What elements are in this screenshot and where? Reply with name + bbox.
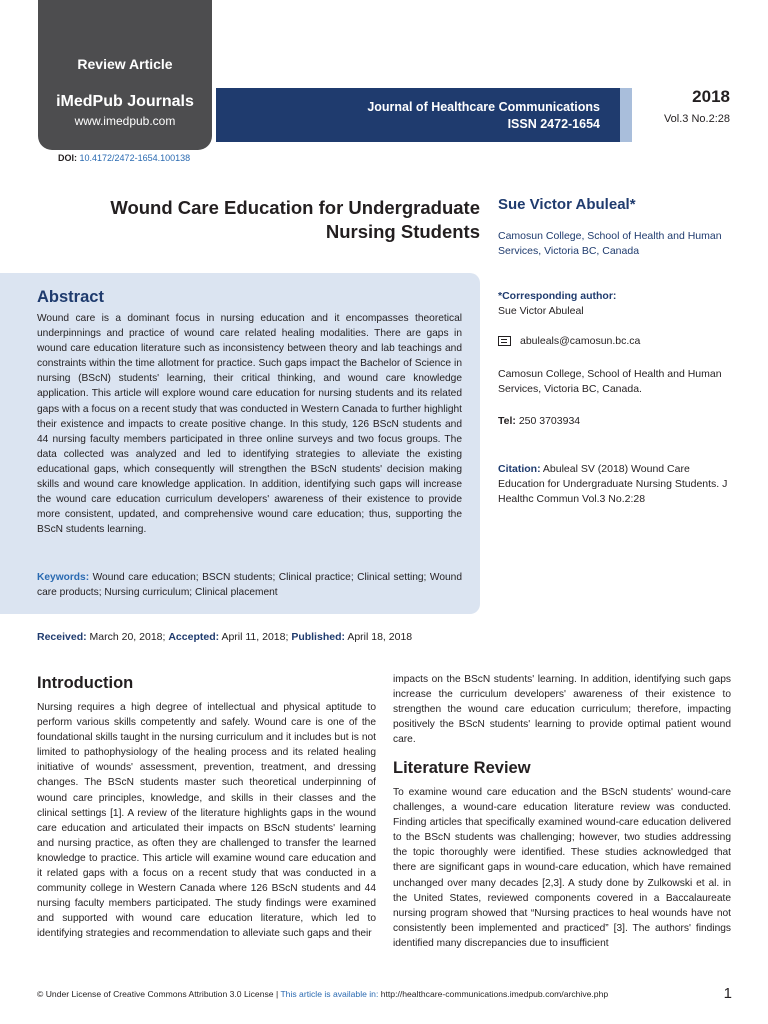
- accepted-date: April 11, 2018;: [221, 631, 289, 643]
- author-affiliation: Camosun College, School of Health and Human Services, Victoria BC, Canada: [498, 230, 722, 257]
- journal-name: Journal of Healthcare Communications: [367, 100, 600, 114]
- introduction-body: Nursing requires a high degree of intellectual and physical aptitude to perform various skills competently and safely. Wound care is one of the foundational skills taught in the nursing curriculum and it includes but is not limited to pathophysiology of the healing process and its related healing initiative of wounds' assessment, prevention, treatment, and dressing changes. The BScN students master such theoretical underpinning of wound care principles, knowledge, and skills in their classes and the clinical settings [1]. A review of the literature highlights gaps in the wound care education and articulated their impacts on BScN students' learning and nursing practice, as often they are challenged to transfer the learned knowledge to practice. This article will examine wound care education and it related gaps with a focus on a recent study that was conducted in a community college in Western Canada where 126 BScN students and 44 nursing faculty members participated. The study findings were examined and supported with wound care education literature, which led to identifying strategies and recommendation to alleviate such gaps and their: [37, 702, 376, 940]
- title-line-1: Wound Care Education for Undergraduate: [110, 197, 480, 218]
- title-line-2: Nursing Students: [325, 221, 480, 242]
- citation-label: Citation:: [498, 463, 541, 475]
- footer-license: [37, 989, 608, 999]
- page-number: 1: [723, 985, 732, 1002]
- publisher-badge: [38, 0, 212, 150]
- received-label: Received:: [37, 631, 87, 643]
- corresponding-author-label: *Corresponding author:: [498, 290, 617, 302]
- keywords: [37, 570, 462, 600]
- publisher-name: iMedPub Journals: [56, 93, 194, 110]
- publication-year: 2018: [692, 87, 730, 106]
- doi-line: [58, 153, 190, 163]
- doi-link[interactable]: 10.4172/2472-1654.100138: [79, 153, 191, 163]
- author-name: Sue Victor Abuleal*: [498, 196, 636, 213]
- keywords-list: Wound care education; BSCN students; Clinical practice; Clinical setting; Wound care products; Nursing curriculum; Clinical placement: [37, 572, 462, 599]
- license-text: © Under License of Creative Commons Attribution 3.0 License |: [37, 989, 279, 999]
- archive-url[interactable]: http://healthcare-communications.imedpub.com/archive.php: [380, 989, 609, 999]
- doi-label: DOI:: [58, 153, 77, 163]
- abstract-body: Wound care is a dominant focus in nursing education and it encompasses theoretical underpinnings and practice of wound care related healing modalities. There are gaps in wound care education literature such as inconsistency between theory and lab teachings and constraints within the time allotment for practice. Such gaps impact the Bachelor of Science in nursing (BScN) students' learning, their critical thinking, and wound care knowledge application. This article will explore wound care education for nursing students and its related gaps with a focus on a recent study that was conducted in Western Canada to further highlight their existence and impacts to create positive change. In this study, 126 BScN students and 44 nursing faculty members participated in three online surveys and two focus groups. The data collected was analyzed and led to identifying strategies to alleviate the existing educational gaps, which consequently will strengthen the BScN students' decision making skills and wound care knowledge application. In addition, identifying such gaps will increase the wound care education curriculum developers' awareness of their existence to provide more consistent, updated, and comprehensive wound care education; thus, supporting the BScN students learning.: [37, 313, 462, 536]
- published-date: April 18, 2018: [347, 631, 413, 643]
- introduction-heading: Introduction: [37, 674, 134, 692]
- tel-number: 250 3703934: [518, 415, 581, 427]
- volume-issue: Vol.3 No.2:28: [663, 113, 730, 125]
- keywords-label: Keywords:: [37, 572, 90, 583]
- article-dates: [37, 631, 412, 643]
- journal-issn: ISSN 2472-1654: [507, 117, 600, 131]
- journal-banner: [216, 88, 620, 142]
- corresponding-author-block: [498, 289, 738, 319]
- correspondence-address: Camosun College, School of Health and Human Services, Victoria BC, Canada.: [498, 368, 722, 395]
- abstract-heading: Abstract: [37, 288, 104, 306]
- email-address[interactable]: abuleals@camosun.bc.ca: [520, 335, 641, 347]
- article-type: Review Article: [77, 56, 173, 72]
- article-title: [60, 196, 480, 244]
- citation-text: Abuleal SV (2018) Wound Care Education for Undergraduate Nursing Students. J Healthc Commun Vol.3 No.2:28: [498, 463, 728, 505]
- published-label: Published:: [291, 631, 345, 643]
- introduction-continuation: impacts on the BScN students' learning. In addition, identifying such gaps increase the curriculum developers' awareness of their existence to strengthen the wound care education curriculum; therefore, impacting positively the BScN students' learning to provide optimal patient wound care.: [393, 674, 731, 746]
- literature-review-heading: Literature Review: [393, 759, 531, 777]
- email-row: [498, 335, 640, 347]
- telephone: [498, 414, 738, 429]
- email-icon: [498, 336, 511, 346]
- availability-label: This article is available in:: [280, 989, 379, 999]
- citation: [498, 462, 738, 507]
- accepted-label: Accepted:: [168, 631, 220, 643]
- tel-label: Tel:: [498, 415, 516, 427]
- publisher-website: www.imedpub.com: [74, 114, 176, 128]
- corresponding-author-name: Sue Victor Abuleal: [498, 305, 584, 317]
- literature-review-body: To examine wound care education and the BScN students' wound-care challenges, a wound-care education literature review was conducted. Finding articles that specifically examined wound-care education delivered to the BScN students was challenging; however, two studies addressing the topic thoroughly were identified. These studies acknowledged that there are significant gaps in wound-care education, which have remained unchanged over many decades [2,3]. A study done by Zulkowski et al. in the United States, reviewed components covered in a Baccalaureate nursing program showed that “Nursing practices to heal wounds have not consistently been implemented and practiced” [3]. The authors' findings identified many discrepancies due to insufficient: [393, 787, 731, 949]
- received-date: March 20, 2018;: [89, 631, 166, 643]
- banner-accent-stripe: [620, 88, 632, 142]
